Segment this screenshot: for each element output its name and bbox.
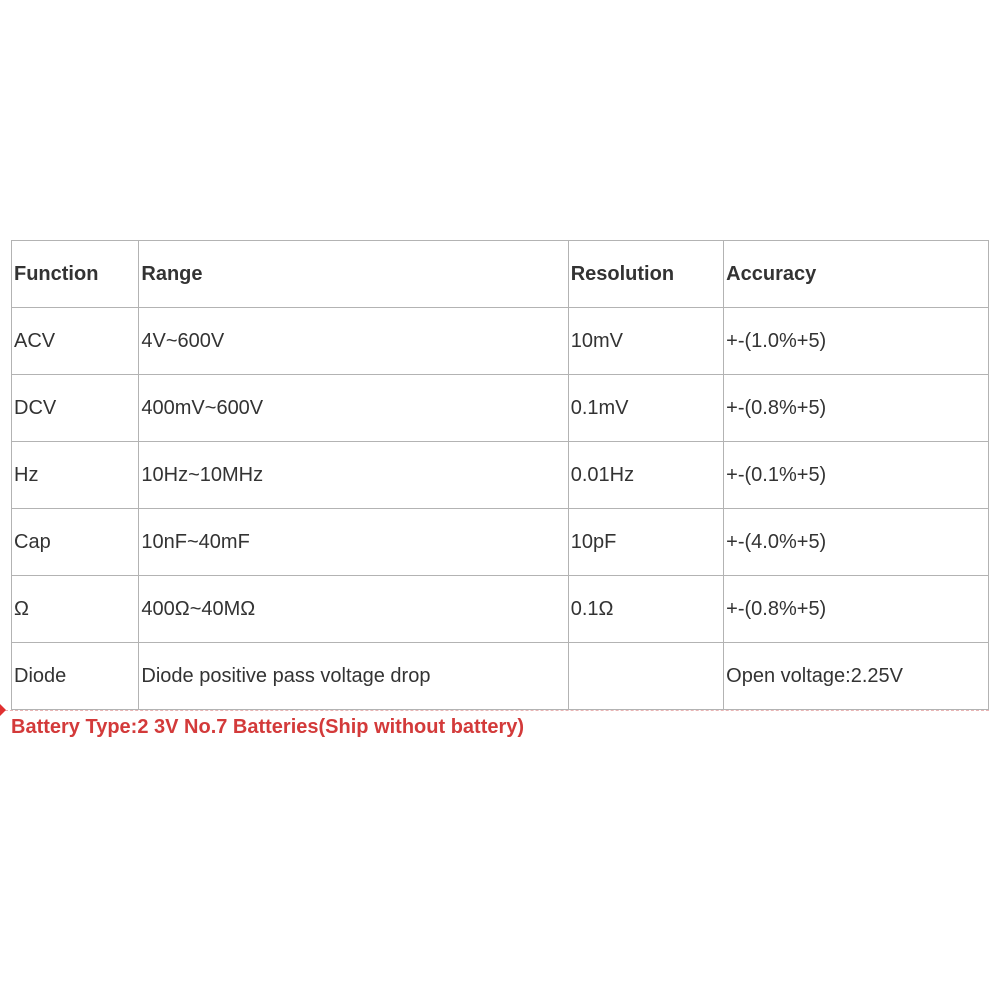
cell-range: 400Ω~40MΩ bbox=[139, 576, 568, 643]
cell-resolution: 0.01Hz bbox=[568, 442, 723, 509]
header-range: Range bbox=[139, 241, 568, 308]
table-row bbox=[12, 442, 989, 509]
cell-resolution bbox=[568, 643, 723, 710]
cell-accuracy: Open voltage:2.25V bbox=[724, 643, 989, 710]
cell-resolution: 0.1Ω bbox=[568, 576, 723, 643]
dashed-divider bbox=[0, 710, 989, 711]
cell-range: 10Hz~10MHz bbox=[139, 442, 568, 509]
header-accuracy: Accuracy bbox=[724, 241, 989, 308]
cell-range: 400mV~600V bbox=[139, 375, 568, 442]
cell-accuracy: +-(0.8%+5) bbox=[724, 375, 989, 442]
cell-resolution: 10pF bbox=[568, 509, 723, 576]
cell-function: Hz bbox=[12, 442, 139, 509]
cell-range: Diode positive pass voltage drop bbox=[139, 643, 568, 710]
cell-range: 10nF~40mF bbox=[139, 509, 568, 576]
table-row bbox=[12, 308, 989, 375]
cell-resolution: 0.1mV bbox=[568, 375, 723, 442]
header-resolution: Resolution bbox=[568, 241, 723, 308]
cell-resolution: 10mV bbox=[568, 308, 723, 375]
cell-function: Cap bbox=[12, 509, 139, 576]
cell-accuracy: +-(0.1%+5) bbox=[724, 442, 989, 509]
cell-function: Ω bbox=[12, 576, 139, 643]
red-arrow-marker-icon bbox=[0, 704, 6, 716]
cell-accuracy: +-(1.0%+5) bbox=[724, 308, 989, 375]
table-row bbox=[12, 509, 989, 576]
cell-accuracy: +-(0.8%+5) bbox=[724, 576, 989, 643]
header-function: Function bbox=[12, 241, 139, 308]
table-row bbox=[12, 375, 989, 442]
cell-range: 4V~600V bbox=[139, 308, 568, 375]
spec-table bbox=[11, 240, 989, 710]
table-header-row bbox=[12, 241, 989, 308]
cell-accuracy: +-(4.0%+5) bbox=[724, 509, 989, 576]
cell-function: ACV bbox=[12, 308, 139, 375]
battery-note: Battery Type:2 3V No.7 Batteries(Ship without battery) bbox=[11, 716, 525, 738]
table-row bbox=[12, 643, 989, 710]
cell-function: DCV bbox=[12, 375, 139, 442]
cell-function: Diode bbox=[12, 643, 139, 710]
table-row bbox=[12, 576, 989, 643]
